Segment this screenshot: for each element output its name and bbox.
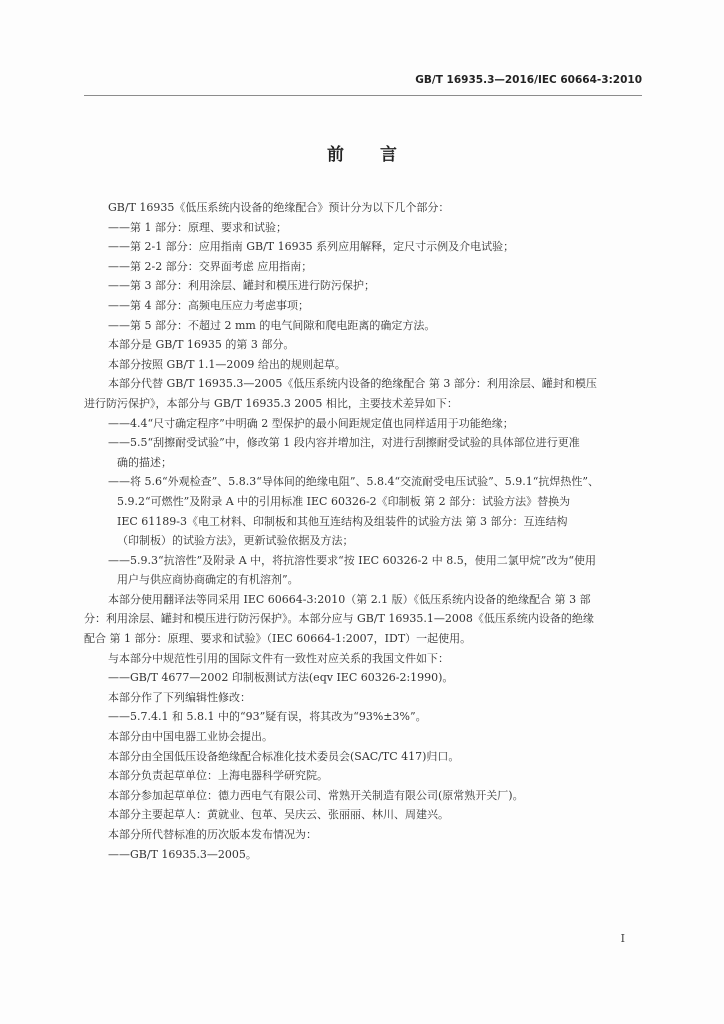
text-line: 本部分负责起草单位：上海电器科学研究院。 <box>108 769 328 783</box>
text-line: IEC 61189-3《电工材料、印制板和其他互连结构及组装件的试验方法 第 3 部分：互连结构 <box>117 514 568 528</box>
text-line: 本部分主要起草人：黄就业、包革、吴庆云、张丽丽、林川、周建兴。 <box>108 808 449 822</box>
text-line: 本部分使用翻译法等同采用 IEC 60664-3:2010（第 2.1 版）《低压系统内设备的绝缘配合 第 3 部 <box>108 592 591 606</box>
text-line: 本部分由中国电器工业协会提出。 <box>108 730 273 744</box>
text-line: ——第 3 部分：利用涂层、罐封和模压进行防污保护； <box>108 279 375 293</box>
text-line: ——4.4“尺寸确定程序”中明确 2 型保护的最小间距规定值也同样适用于功能绝缘； <box>108 416 514 430</box>
text-line: 分：利用涂层、罐封和模压进行防污保护》。本部分应与 GB/T 16935.1—2008《低压系统内设备的绝缘 <box>84 612 594 626</box>
text-line: ——第 2-1 部分：应用指南 GB/T 16935 系列应用解释，定尺寸示例及介电试验； <box>108 240 515 254</box>
document-body <box>84 198 642 864</box>
text-line: 本部分所代替标准的历次版本发布情况为： <box>108 828 317 841</box>
text-line: 本部分是 GB/T 16935 的第 3 部分。 <box>108 338 295 352</box>
text-line: 与本部分中规范性引用的国际文件有一致性对应关系的我国文件如下： <box>108 651 449 665</box>
text-line: ——GB/T 16935.3—2005。 <box>108 847 257 861</box>
text-line: 本部分代替 GB/T 16935.3—2005《低压系统内设备的绝缘配合 第 3 部分：利用涂层、罐封和模压 <box>108 377 597 391</box>
text-line: 本部分按照 GB/T 1.1—2009 给出的规则起草。 <box>108 357 346 371</box>
text-line: 配合 第 1 部分：原理、要求和试验》（IEC 60664-1:2007，IDT）一起使用。 <box>84 632 472 646</box>
text-line: ——第 5 部分：不超过 2 mm 的电气间隙和爬电距离的确定方法。 <box>108 318 436 332</box>
text-line: 本部分参加起草单位：德力西电气有限公司、常熟开关制造有限公司(原常熟开关厂)。 <box>108 788 524 802</box>
text-line: 5.9.2“可燃性”及附录 A 中的引用标准 IEC 60326-2《印制板 第 2 部分：试验方法》替换为 <box>117 494 571 508</box>
text-line: 进行防污保护》，本部分与 GB/T 16935.3 2005 相比，主要技术差异如下： <box>84 396 458 410</box>
header-divider <box>84 95 642 96</box>
text-line: 用户与供应商协商确定的有机溶剂”。 <box>117 573 299 587</box>
text-line: ——第 2-2 部分：交界面考虑 应用指南； <box>108 259 313 273</box>
text-line: 本部分由全国低压设备绝缘配合标准化技术委员会(SAC/TC 417)归口。 <box>108 749 460 763</box>
text-line: ——第 4 部分：高频电压应力考虑事项； <box>108 298 309 312</box>
text-line: 本部分作了下列编辑性修改： <box>108 690 251 704</box>
text-line: ——将 5.6“外观检查”、5.8.3“导体间的绝缘电阻”、5.8.4“交流耐受电压试验”、5.9.1“抗焊热性”、 <box>108 475 599 489</box>
text-line: ——5.7.4.1 和 5.8.1 中的“93”疑有误，将其改为“93%±3%”。 <box>108 710 427 724</box>
text-line: （印制板）的试验方法》，更新试验依据及方法； <box>117 534 354 548</box>
page-number: I <box>620 932 625 945</box>
text-line: ——5.9.3“抗溶性”及附录 A 中，将抗溶性要求“按 IEC 60326-2 中 8.5，使用二氯甲烷”改为“使用 <box>108 553 597 567</box>
standard-number-header: GB/T 16935.3—2016/IEC 60664-3:2010 <box>415 74 642 86</box>
text-line: ——GB/T 4677—2002 印制板测试方法(eqv IEC 60326-2:1990)。 <box>108 671 454 685</box>
text-line: ——5.5“刮擦耐受试验”中，修改第 1 段内容并增加注，对进行刮擦耐受试验的具体部位进行更准 <box>108 436 580 450</box>
text-line: GB/T 16935《低压系统内设备的绝缘配合》预计分为以下几个部分： <box>108 201 450 214</box>
text-line: ——第 1 部分：原理、要求和试验； <box>108 220 287 234</box>
text-line: 确的描述； <box>117 455 172 469</box>
page-title: 前言 <box>327 145 433 165</box>
